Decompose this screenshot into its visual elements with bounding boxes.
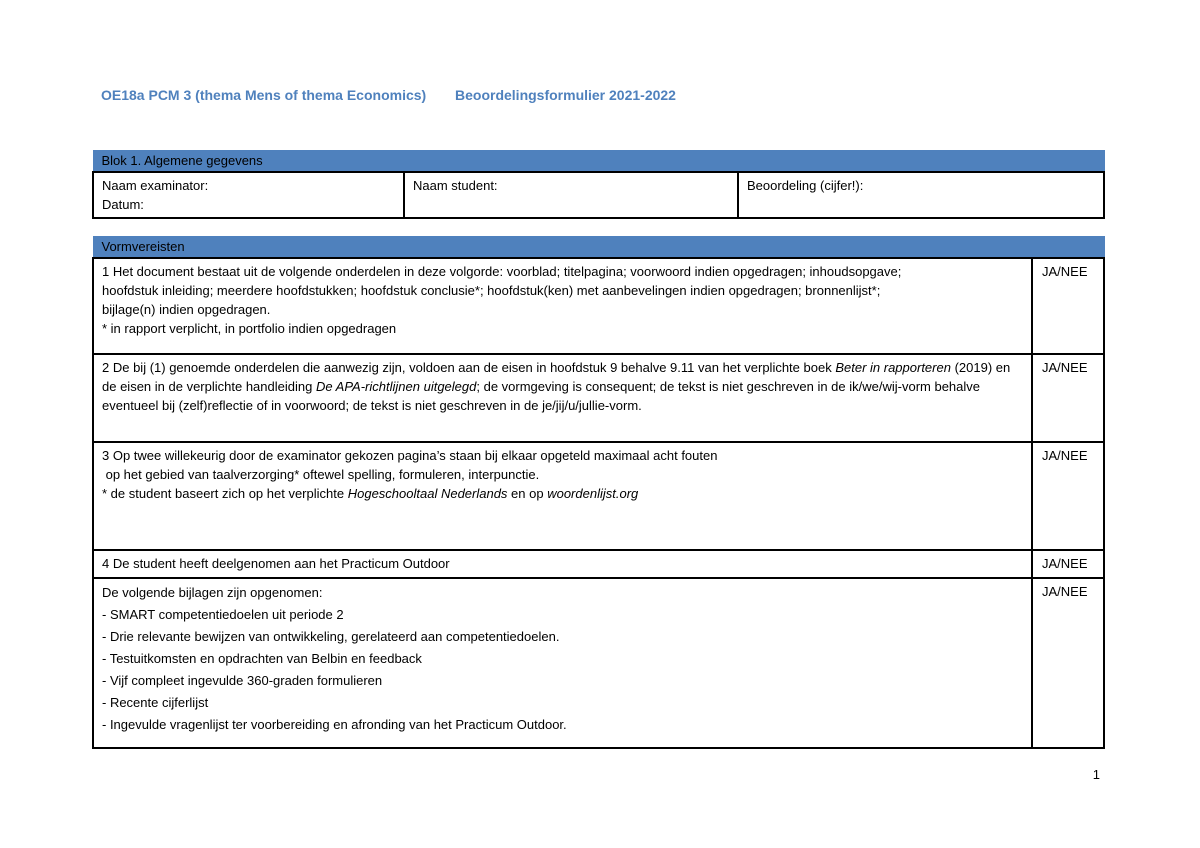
document-title: OE18a PCM 3 (thema Mens of thema Economics) [101, 87, 427, 103]
book-title: Beter in rapporteren [835, 360, 951, 375]
text-line: - Recente cijferlijst [102, 695, 209, 710]
answer-cell[interactable]: JA/NEE [1032, 258, 1104, 354]
book-title: Hogeschooltaal Nederlands [347, 486, 508, 501]
website-name: woordenlijst.org [547, 486, 639, 501]
page-number: 1 [1092, 767, 1100, 782]
text-span: * de student baseert zich op het verplichte [102, 486, 348, 501]
text-line: hoofdstuk inleiding; meerdere hoofdstukken; hoofdstuk conclusie*; hoofdstuk(ken) met aanbevelingen indien opgedragen; bronnenlijst*; [102, 283, 881, 298]
text-line: 1 Het document bestaat uit de volgende onderdelen in deze volgorde: voorblad; titelpagina; voorwoord indien opgedragen; inhoudsopgave; [102, 264, 902, 279]
requirement-text [93, 442, 1032, 550]
guide-title: De APA-richtlijnen uitgelegd [315, 379, 477, 394]
requirement-row [93, 354, 1104, 442]
general-info-table [92, 150, 1105, 219]
student-cell[interactable] [404, 172, 738, 218]
requirement-row [93, 258, 1104, 354]
form-requirements-heading: Vormvereisten [93, 237, 1104, 259]
answer-cell[interactable]: JA/NEE [1032, 578, 1104, 748]
text-line: - Ingevulde vragenlijst ter voorbereiding en afronding van het Practicum Outdoor. [102, 717, 567, 732]
text-line: * in rapport verplicht, in portfolio indien opgedragen [102, 321, 397, 336]
document-header [101, 87, 676, 103]
requirement-text: 4 De student heeft deelgenomen aan het Practicum Outdoor [93, 550, 1032, 578]
requirement-row [93, 550, 1104, 578]
examiner-cell[interactable] [93, 172, 404, 218]
general-info-heading: Blok 1. Algemene gegevens [93, 151, 1104, 173]
text-span: ; de vormgeving is consequent; de tekst is niet geschreven in de ik/we/wij-vorm behalve eventueel bij (zelf)reflectie of in voorwoord; de tekst is niet geschreven in de je/jij/u/jullie-vorm. [102, 379, 981, 413]
text-span: 2 De bij (1) genoemde onderdelen die aanwezig zijn, voldoen aan de eisen in hoofdstuk 9 behalve 9.11 van het verplichte boek [102, 360, 836, 375]
answer-cell[interactable]: JA/NEE [1032, 354, 1104, 442]
text-line: - Drie relevante bewijzen van ontwikkeling, gerelateerd aan competentiedoelen. [102, 629, 560, 644]
document-subtitle: Beoordelingsformulier 2021-2022 [455, 87, 676, 103]
text-line: - Testuitkomsten en opdrachten van Belbin en feedback [102, 651, 422, 666]
student-label: Naam student: [413, 178, 498, 193]
examiner-label: Naam examinator: [102, 178, 209, 193]
grade-label: Beoordeling (cijfer!): [747, 178, 864, 193]
text-span: (2019) en de eisen in de verplichte handleiding [102, 360, 1011, 394]
requirement-text [93, 578, 1032, 748]
text-line: - Vijf compleet ingevulde 360-graden formulieren [102, 673, 383, 688]
text-line: 3 Op twee willekeurig door de examinator gekozen pagina’s staan bij elkaar opgeteld maximaal acht fouten [102, 448, 718, 463]
answer-cell[interactable]: JA/NEE [1032, 550, 1104, 578]
form-requirements-table [92, 236, 1105, 749]
text-span: en op [507, 486, 548, 501]
text-line: op het gebied van taalverzorging* oftewel spelling, formuleren, interpunctie. [102, 467, 540, 482]
answer-cell[interactable]: JA/NEE [1032, 442, 1104, 550]
text-line: bijlage(n) indien opgedragen. [102, 302, 271, 317]
requirement-row [93, 442, 1104, 550]
text-line: De volgende bijlagen zijn opgenomen: [102, 585, 323, 600]
requirement-text [93, 354, 1032, 442]
text-line: - SMART competentiedoelen uit periode 2 [102, 607, 344, 622]
date-label: Datum: [102, 197, 144, 212]
grade-cell[interactable] [738, 172, 1104, 218]
requirement-text [93, 258, 1032, 354]
text-line [102, 484, 1023, 503]
requirement-row [93, 578, 1104, 748]
